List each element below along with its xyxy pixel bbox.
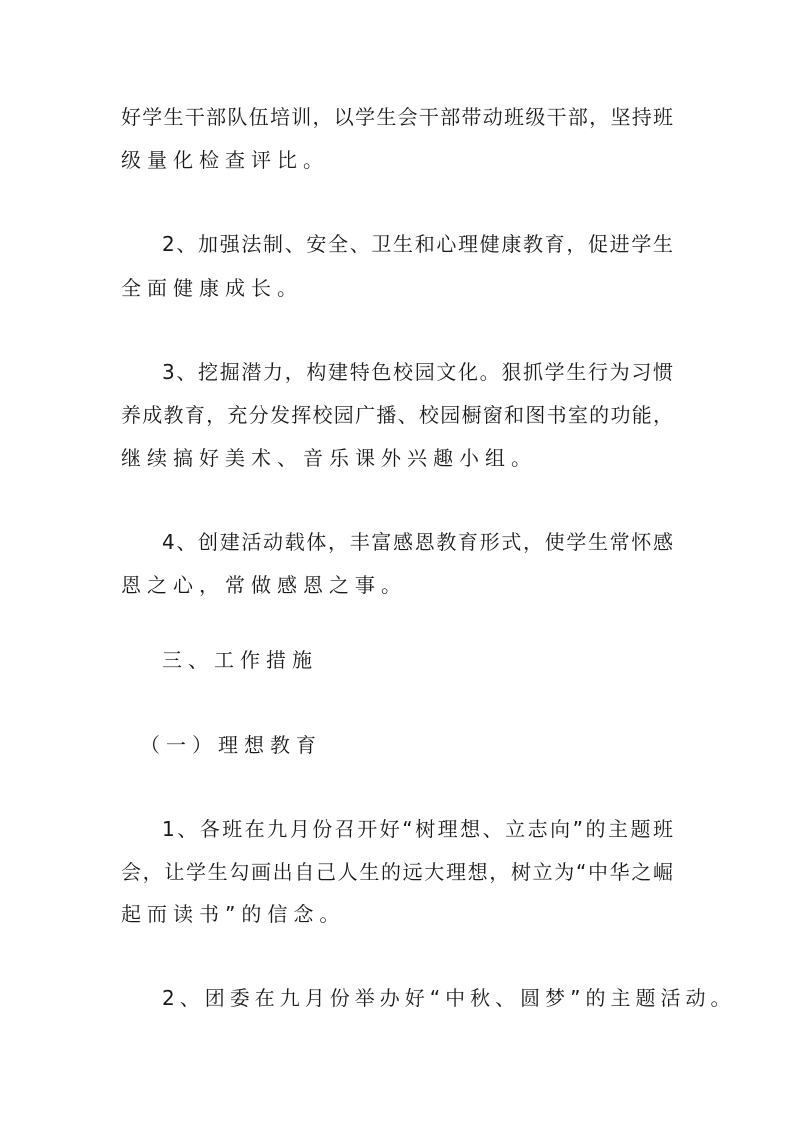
subsection-heading: （一）理想教育	[140, 733, 322, 757]
paragraph-line: 3、挖掘潜力，构建特色校园文化。狠抓学生行为习惯	[162, 360, 673, 384]
paragraph-line: 1、各班在九月份召开好“树理想、立志向”的主题班	[162, 817, 673, 841]
paragraph-line: 起而读书”的信念。	[121, 902, 346, 926]
paragraph-line: 继续搞好美术、音乐课外兴趣小组。	[121, 446, 537, 470]
paragraph-line: 4、创建活动载体，丰富感恩教育形式，使学生常怀感	[162, 530, 673, 554]
paragraph-line: 好学生干部队伍培训，以学生会干部带动班级干部，坚持班	[121, 105, 673, 129]
paragraph-line: 2、加强法制、安全、卫生和心理健康教育，促进学生	[162, 232, 673, 256]
paragraph-line: 全面健康成长。	[121, 276, 303, 300]
paragraph-line: 级量化检查评比。	[121, 148, 329, 172]
paragraph-line: 恩之心，常做感恩之事。	[121, 573, 407, 597]
paragraph-line: 养成教育，充分发挥校园广播、校园橱窗和图书室的功能，	[121, 403, 673, 427]
section-heading: 三、工作措施	[162, 648, 318, 672]
paragraph-line: 2、团委在九月份举办好“中秋、圆梦”的主题活动。	[162, 986, 736, 1010]
paragraph-line: 会，让学生勾画出自己人生的远大理想，树立为“中华之崛	[121, 860, 673, 884]
